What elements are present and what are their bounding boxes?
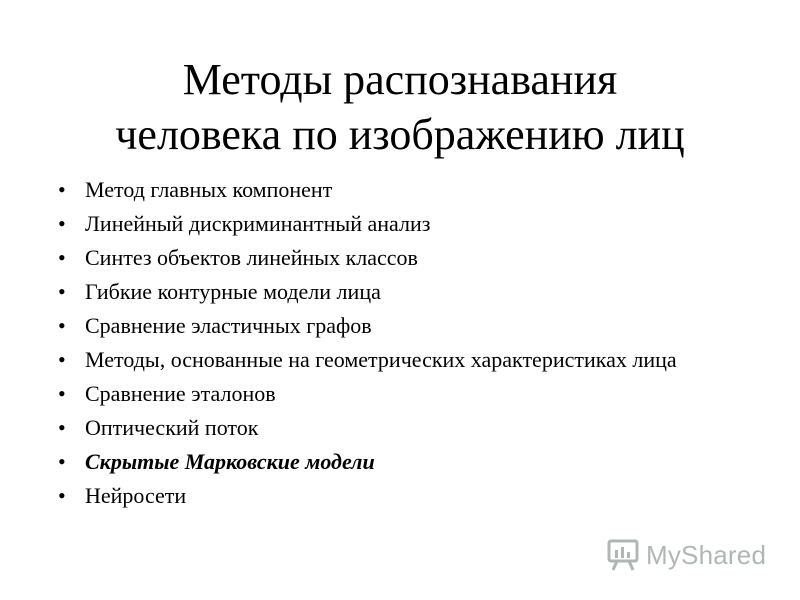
bullet-item [58, 176, 758, 204]
watermark-text: MyShared [646, 539, 767, 570]
bullet-text: Методы, основанные на геометрических характеристиках лица [85, 347, 677, 372]
myshared-watermark [606, 537, 766, 573]
bullet-dot: • [58, 381, 66, 406]
bullet-item [58, 210, 758, 238]
bullet-dot: • [58, 313, 66, 338]
bullet-text: Скрытые Марковские модели [85, 449, 375, 474]
bullet-item [58, 482, 758, 510]
slide-title-line-2: человека по изображению лиц [115, 110, 685, 159]
bullet-text: Синтез объектов линейных классов [85, 245, 418, 270]
bullet-dot: • [58, 449, 66, 474]
slide-title-line-1: Методы распознавания [182, 55, 618, 104]
bullet-item-emphasized [58, 448, 758, 476]
bullet-dot: • [58, 245, 66, 270]
bullet-text: Гибкие контурные модели лица [85, 279, 381, 304]
bullet-dot: • [58, 279, 66, 304]
bullet-dot: • [58, 415, 66, 440]
presentation-board-icon [606, 538, 640, 572]
bullet-item [58, 346, 758, 374]
bullet-text: Нейросети [85, 483, 187, 508]
bullet-dot: • [58, 483, 66, 508]
bullet-list [58, 176, 758, 516]
bullet-text: Сравнение эластичных графов [85, 313, 372, 338]
bullet-item [58, 380, 758, 408]
bullet-dot: • [58, 177, 66, 202]
slide-title [0, 52, 800, 162]
bullet-text: Линейный дискриминантный анализ [85, 211, 431, 236]
bullet-item [58, 312, 758, 340]
bullet-text: Сравнение эталонов [85, 381, 276, 406]
bullet-item [58, 244, 758, 272]
bullet-dot: • [58, 211, 66, 236]
bullet-item [58, 414, 758, 442]
bullet-item [58, 278, 758, 306]
bullet-text: Метод главных компонент [85, 177, 333, 202]
bullet-dot: • [58, 347, 66, 372]
bullet-text: Оптический поток [85, 415, 259, 440]
